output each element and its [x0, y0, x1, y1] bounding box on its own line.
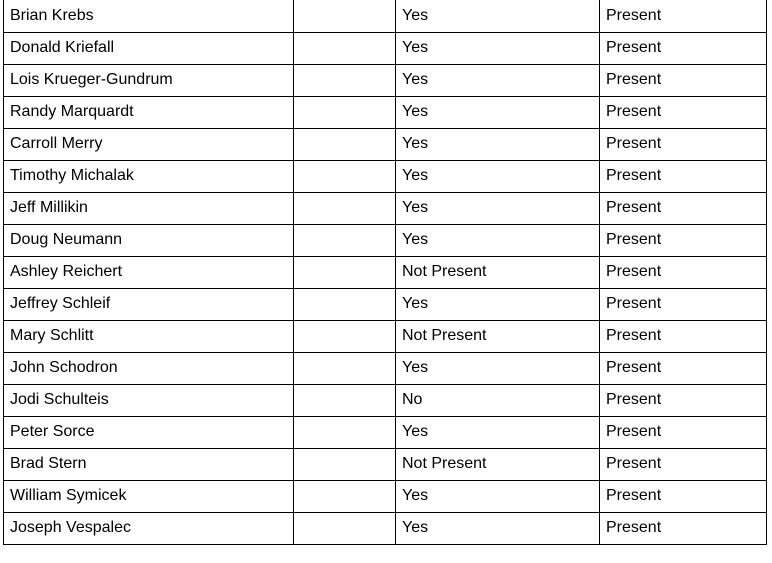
vote-cell: Yes: [396, 416, 600, 448]
member-name-cell: Ashley Reichert: [4, 256, 294, 288]
table-row: [4, 160, 767, 192]
vote-cell: Yes: [396, 96, 600, 128]
table-row: [4, 512, 767, 544]
table-row: [4, 96, 767, 128]
vote-cell: Not Present: [396, 320, 600, 352]
vote-cell: Yes: [396, 32, 600, 64]
attendance-cell: Present: [600, 224, 767, 256]
table-row: [4, 192, 767, 224]
vote-cell: Yes: [396, 192, 600, 224]
vote-cell: Yes: [396, 128, 600, 160]
attendance-cell: Present: [600, 416, 767, 448]
vote-cell: Yes: [396, 224, 600, 256]
member-name-cell: Jodi Schulteis: [4, 384, 294, 416]
member-name-cell: Brian Krebs: [4, 0, 294, 32]
table-row: [4, 352, 767, 384]
blank-cell: [294, 192, 396, 224]
blank-cell: [294, 352, 396, 384]
blank-cell: [294, 32, 396, 64]
table-row: [4, 224, 767, 256]
vote-cell: Yes: [396, 480, 600, 512]
table-row: [4, 128, 767, 160]
table-row: [4, 320, 767, 352]
attendance-cell: Present: [600, 512, 767, 544]
blank-cell: [294, 96, 396, 128]
blank-cell: [294, 480, 396, 512]
vote-cell: No: [396, 384, 600, 416]
attendance-cell: Present: [600, 128, 767, 160]
blank-cell: [294, 416, 396, 448]
vote-cell: Yes: [396, 512, 600, 544]
attendance-cell: Present: [600, 448, 767, 480]
table-row: [4, 256, 767, 288]
member-name-cell: Joseph Vespalec: [4, 512, 294, 544]
attendance-cell: Present: [600, 480, 767, 512]
attendance-cell: Present: [600, 352, 767, 384]
attendance-cell: Present: [600, 384, 767, 416]
member-name-cell: Timothy Michalak: [4, 160, 294, 192]
vote-cell: Yes: [396, 64, 600, 96]
attendance-cell: Present: [600, 192, 767, 224]
member-name-cell: Jeffrey Schleif: [4, 288, 294, 320]
attendance-cell: Present: [600, 256, 767, 288]
attendance-cell: Present: [600, 288, 767, 320]
member-name-cell: Doug Neumann: [4, 224, 294, 256]
table-row: [4, 384, 767, 416]
table-row: [4, 0, 767, 32]
vote-cell: Yes: [396, 288, 600, 320]
blank-cell: [294, 64, 396, 96]
roll-call-table: [3, 0, 767, 545]
blank-cell: [294, 512, 396, 544]
blank-cell: [294, 320, 396, 352]
blank-cell: [294, 448, 396, 480]
vote-cell: Yes: [396, 0, 600, 32]
member-name-cell: William Symicek: [4, 480, 294, 512]
member-name-cell: Carroll Merry: [4, 128, 294, 160]
attendance-cell: Present: [600, 32, 767, 64]
table-row: [4, 416, 767, 448]
member-name-cell: Jeff Millikin: [4, 192, 294, 224]
roll-call-table-body: [4, 0, 767, 544]
vote-cell: Yes: [396, 352, 600, 384]
member-name-cell: Peter Sorce: [4, 416, 294, 448]
table-row: [4, 288, 767, 320]
member-name-cell: Lois Krueger-Gundrum: [4, 64, 294, 96]
blank-cell: [294, 128, 396, 160]
blank-cell: [294, 0, 396, 32]
attendance-cell: Present: [600, 160, 767, 192]
vote-cell: Not Present: [396, 256, 600, 288]
table-row: [4, 32, 767, 64]
vote-cell: Not Present: [396, 448, 600, 480]
attendance-cell: Present: [600, 320, 767, 352]
table-row: [4, 448, 767, 480]
blank-cell: [294, 288, 396, 320]
blank-cell: [294, 160, 396, 192]
blank-cell: [294, 224, 396, 256]
attendance-cell: Present: [600, 64, 767, 96]
vote-cell: Yes: [396, 160, 600, 192]
attendance-cell: Present: [600, 0, 767, 32]
table-row: [4, 480, 767, 512]
member-name-cell: Brad Stern: [4, 448, 294, 480]
attendance-cell: Present: [600, 96, 767, 128]
member-name-cell: John Schodron: [4, 352, 294, 384]
table-row: [4, 64, 767, 96]
blank-cell: [294, 384, 396, 416]
member-name-cell: Mary Schlitt: [4, 320, 294, 352]
member-name-cell: Donald Kriefall: [4, 32, 294, 64]
member-name-cell: Randy Marquardt: [4, 96, 294, 128]
blank-cell: [294, 256, 396, 288]
